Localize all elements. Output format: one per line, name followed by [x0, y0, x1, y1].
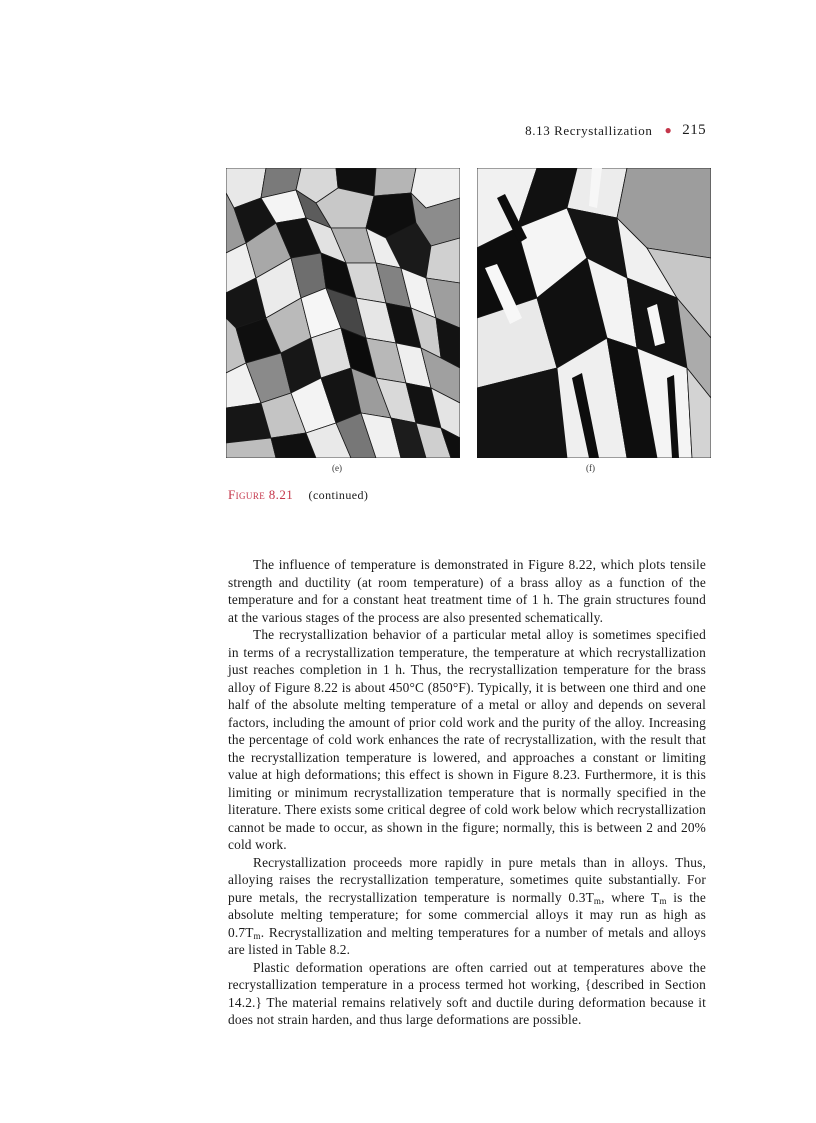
running-header [525, 122, 706, 139]
micrograph-f-image [477, 168, 711, 458]
page-number: 215 [682, 122, 706, 138]
paragraph-2: The recrystallization behavior of a particular metal alloy is sometimes specified in terms of a recrystallization temperature, the temperature at which recrystallization just reaches completion in 1 h. Thus, the recrystallization temperature for the brass alloy of Figure 8.22 is about 450°C (850°F). Typically, it is between one third and one half of the absolute melting temperature of a metal or alloy and depends on several factors, including the amount of prior cold work and the purity of the alloy. Increasing the percentage of cold work enhances the rate of recrystallization, with the result that the recrystallization temperature is lowered, and approaches a constant or limiting value at high deformations; this effect is shown in Figure 8.23. Furthermore, it is this limiting or minimum recrystallization temperature that is normally specified in the literature. There exists some critical degree of cold work below which recrystallization cannot be made to occur, as shown in the figure; normally, this is between 2 and 20% cold work. [228, 627, 706, 852]
bullet-icon: ● [664, 123, 673, 137]
body-text [228, 556, 706, 1029]
paragraph-4: Plastic deformation operations are often carried out at temperatures above the recrystallization temperature in a process termed hot working, {described in Section 14.2.} The material remains relatively soft and ductile during deformation because it does not strain harden, and thus large deformations are possible. [228, 959, 706, 1027]
paragraph-1: The influence of temperature is demonstrated in Figure 8.22, which plots tensile strength and ductility (at room temperature) of a brass alloy as a function of the temperature and for a constant heat treatment time of 1 h. The grain structures found at the various stages of the process are also presented schematically. [228, 557, 706, 625]
micrograph-f [477, 168, 711, 458]
paragraph-3: Recrystallization proceeds more rapidly in pure metals than in alloys. Thus, alloying raises the recrystallization temperature, sometimes quite substantially. For pure metals, the recrystallization temperature is normally $0.3T_m$, where $T_m$ is the absolute melting temperature; for some commercial alloys it may run as high as $0.7T_m$. Recrystallization and melting temperatures for a number of metals and alloys are listed in Table 8.2. [228, 854, 706, 957]
figure-label-e: (e) [332, 463, 342, 473]
figure-number: Figure 8.21 [228, 487, 294, 502]
section-title: 8.13 Recrystallization [525, 122, 653, 138]
figure-label-f: (f) [586, 463, 595, 473]
micrograph-e-image [226, 168, 460, 458]
micrograph-e [226, 168, 460, 458]
caption-text: (continued) [308, 488, 369, 502]
figure-caption [228, 487, 368, 503]
